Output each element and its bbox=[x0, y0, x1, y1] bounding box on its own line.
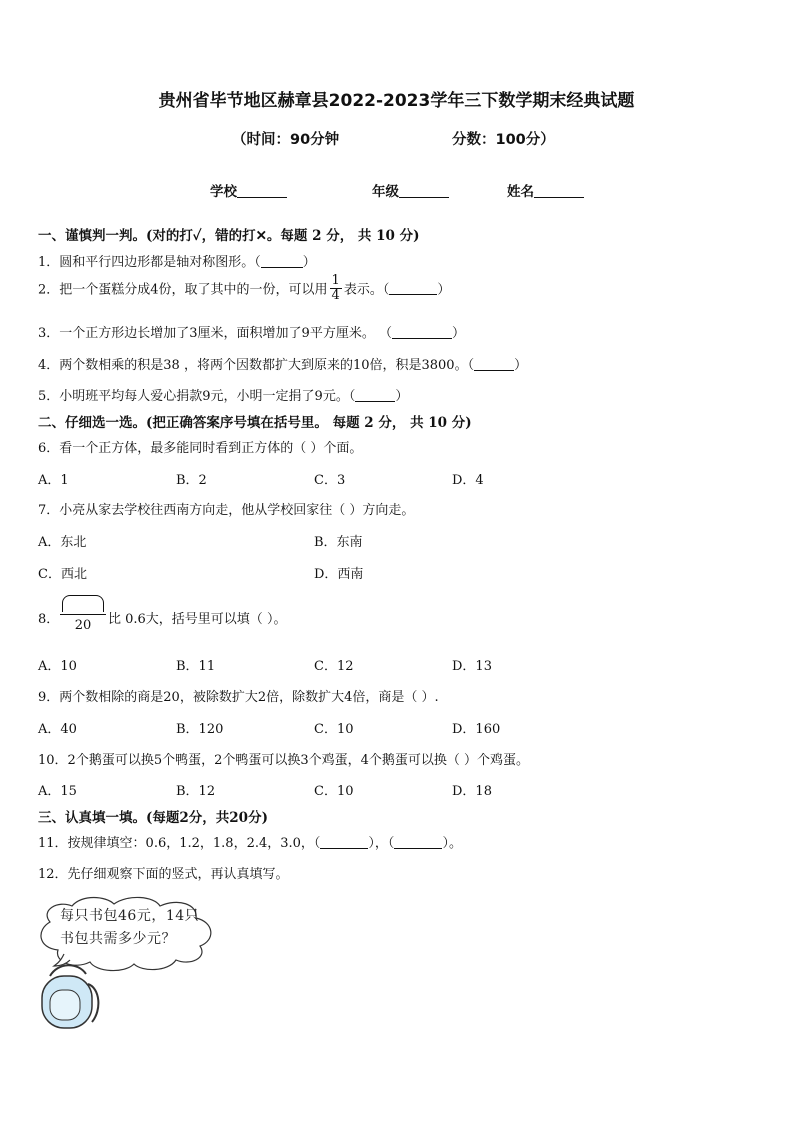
fraction-denominator-20: 20 bbox=[74, 618, 92, 633]
grade-label: 年级 bbox=[372, 184, 399, 200]
answer-blank-5[interactable] bbox=[355, 388, 395, 402]
bubble-line-2: 书包共需多少元？ bbox=[60, 931, 176, 947]
section-1-heading: 一、谨慎判一判。(对的打✓，错的打✕。每题 2 分， 共 10 分) bbox=[38, 228, 420, 244]
question-5-close: ） bbox=[395, 389, 409, 404]
option-6b[interactable]: B．2 bbox=[176, 473, 207, 488]
question-11-separator: ），（ bbox=[368, 836, 395, 851]
question-11-text: 11．按规律填空：0.6，1.2，1.8，2.4，3.0，（ bbox=[38, 836, 321, 851]
fraction-numerator: 1 bbox=[331, 273, 340, 288]
fraction-one-quarter bbox=[330, 274, 342, 302]
answer-blank-11a[interactable] bbox=[320, 835, 368, 849]
option-10c[interactable]: C．10 bbox=[314, 784, 354, 799]
option-8d[interactable]: D．13 bbox=[452, 659, 492, 674]
answer-blank-4[interactable] bbox=[474, 357, 514, 371]
answer-blank-3[interactable] bbox=[392, 325, 452, 339]
question-6: 6．看一个正方体，最多能同时看到正方体的（ ）个面。 bbox=[38, 441, 363, 456]
grade-field[interactable] bbox=[372, 180, 449, 200]
option-7d[interactable]: D．西南 bbox=[314, 567, 364, 582]
question-11 bbox=[38, 832, 462, 851]
question-1 bbox=[38, 251, 316, 270]
school-label: 学校 bbox=[210, 184, 237, 200]
question-12: 12．先仔细观察下面的竖式，再认真填写。 bbox=[38, 867, 289, 882]
time-limit: （时间：90分钟 bbox=[232, 132, 340, 148]
option-9d[interactable]: D．160 bbox=[452, 722, 501, 737]
fraction-blank-numerator[interactable] bbox=[60, 594, 106, 615]
question-3-text: 3．一个正方形边长增加了3厘米，面积增加了9平方厘米。 （ bbox=[38, 326, 392, 341]
question-3-close: ） bbox=[451, 326, 465, 341]
question-1-text: 1．圆和平行四边形都是轴对称图形。（ bbox=[38, 255, 261, 270]
option-9c[interactable]: C．10 bbox=[314, 722, 354, 737]
question-7: 7．小亮从家去学校往西南方向走，他从学校回家往（ ）方向走。 bbox=[38, 503, 415, 518]
question-8-fraction bbox=[60, 594, 106, 633]
question-2-text-end: 表示。（ bbox=[343, 282, 390, 298]
option-7a[interactable]: A．东北 bbox=[38, 535, 87, 550]
answer-blank-11b[interactable] bbox=[394, 835, 442, 849]
question-3 bbox=[38, 322, 465, 341]
question-8-text: 比 0.6大，括号里可以填（ ）。 bbox=[108, 612, 287, 627]
grade-blank[interactable] bbox=[399, 197, 449, 198]
section-3-heading: 三、认真填一填。(每题2分，共20分) bbox=[38, 810, 268, 826]
option-10d[interactable]: D．18 bbox=[452, 784, 492, 799]
question-2-close: ） bbox=[437, 282, 451, 298]
question-2-text: 2．把一个蛋糕分成4份，取了其中的一份，可以用 bbox=[38, 282, 328, 298]
option-7c[interactable]: C．西北 bbox=[38, 567, 87, 582]
option-6a[interactable]: A．1 bbox=[38, 473, 69, 488]
question-1-close: ） bbox=[302, 255, 316, 270]
question-10: 10．2个鹅蛋可以换5个鸭蛋，2个鸭蛋可以换3个鸡蛋，4个鹅蛋可以换（ ）个鸡蛋。 bbox=[38, 753, 530, 768]
option-6c[interactable]: C．3 bbox=[314, 473, 346, 488]
question-5-text: 5．小明班平均每人爱心捐款9元，小明一定捐了9元。（ bbox=[38, 389, 356, 404]
option-8b[interactable]: B．11 bbox=[176, 659, 216, 674]
page-title: 贵州省毕节地区赫章县2022-2023学年三下数学期末经典试题 bbox=[158, 91, 635, 111]
fraction-denominator: 4 bbox=[331, 287, 340, 303]
option-7b[interactable]: B．东南 bbox=[314, 535, 363, 550]
question-8-number: 8． bbox=[38, 612, 60, 627]
name-label: 姓名 bbox=[507, 184, 534, 200]
question-2 bbox=[38, 274, 450, 302]
school-field[interactable] bbox=[210, 180, 287, 200]
question-4-text: 4．两个数相乘的积是38 ，将两个因数都扩大到原来的10倍，积是3800。（ bbox=[38, 358, 475, 373]
section-2-heading: 二、仔细选一选。(把正确答案序号填在括号里。 每题 2 分， 共 10 分) bbox=[38, 415, 472, 431]
question-11-close: ）。 bbox=[442, 836, 462, 851]
school-blank[interactable] bbox=[237, 197, 287, 198]
option-9a[interactable]: A．40 bbox=[38, 722, 77, 737]
option-8c[interactable]: C．12 bbox=[314, 659, 354, 674]
question-9: 9．两个数相除的商是20，被除数扩大2倍，除数扩大4倍，商是（ ）. bbox=[38, 690, 439, 705]
name-blank[interactable] bbox=[534, 197, 584, 198]
name-field[interactable] bbox=[507, 180, 584, 200]
option-6d[interactable]: D．4 bbox=[452, 473, 484, 488]
answer-blank-2[interactable] bbox=[389, 281, 437, 295]
option-9b[interactable]: B．120 bbox=[176, 722, 224, 737]
bubble-line-1: 每只书包46元，14只 bbox=[60, 908, 200, 924]
option-10b[interactable]: B．12 bbox=[176, 784, 216, 799]
total-score: 分数：100分） bbox=[452, 132, 555, 148]
option-10a[interactable]: A．15 bbox=[38, 784, 77, 799]
backpack-icon bbox=[42, 965, 98, 1028]
speech-bubble-text bbox=[60, 905, 199, 951]
question-4 bbox=[38, 354, 527, 373]
answer-blank-1[interactable] bbox=[261, 254, 303, 268]
question-4-close: ） bbox=[514, 358, 528, 373]
question-5 bbox=[38, 385, 408, 404]
option-8a[interactable]: A．10 bbox=[38, 659, 77, 674]
